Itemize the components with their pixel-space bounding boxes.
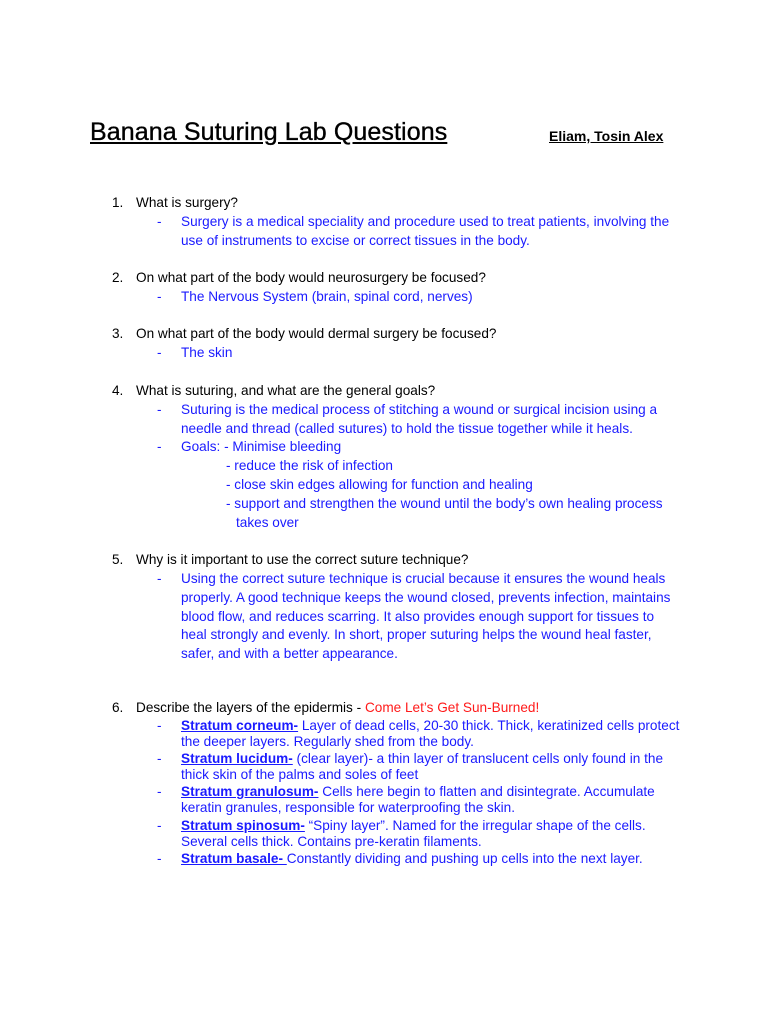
- question-1: [112, 194, 238, 213]
- question-text: What is suturing, and what are the general goals?: [136, 383, 436, 398]
- answer-text: Surgery is a medical speciality and procedure used to treat patients, involving the use of instruments to excise or correct tissues in the body.: [181, 214, 670, 248]
- answer-1: [157, 213, 682, 251]
- bullet-dash: -: [157, 345, 162, 360]
- layer-description: Cells here begin to flatten and disintegrate. Accumulate keratin granules, responsible for waterproofing the skin.: [181, 784, 655, 816]
- mnemonic-text: Come Let’s Get Sun-Burned!: [364, 700, 540, 715]
- question-3: [112, 325, 496, 344]
- question-number: 5.: [112, 552, 124, 567]
- bullet-dash: -: [157, 289, 162, 304]
- layer-term: Stratum corneum-: [181, 718, 299, 733]
- bullet-dash: -: [157, 214, 162, 229]
- bullet-dash: -: [157, 784, 162, 799]
- goal-item: - support and strengthen the wound until the body’s own healing process: [226, 496, 663, 511]
- question-number: 6.: [112, 700, 124, 715]
- answer-text: Suturing is the medical process of stitching a wound or surgical incision using a needle and thread (called sutures) to hold the tissue together while it heals.: [181, 402, 658, 436]
- bullet-dash: -: [157, 571, 162, 586]
- question-number: 1.: [112, 195, 124, 210]
- goal-item: - close skin edges allowing for function and healing: [226, 477, 533, 492]
- bullet-dash: -: [157, 751, 162, 766]
- question-6: [112, 699, 539, 718]
- layer-basale: [157, 851, 682, 867]
- goal-item-continuation: takes over: [236, 515, 299, 530]
- bullet-dash: -: [157, 851, 162, 866]
- layer-lucidum: [157, 751, 682, 783]
- layer-term: Stratum spinosum-: [181, 818, 305, 833]
- answer-text: The skin: [181, 345, 233, 360]
- question-5: [112, 551, 468, 570]
- layer-description: Layer of dead cells, 20-30 thick. Thick, keratinized cells protect the deeper layers. Regularly shed from the body.: [181, 718, 680, 750]
- answer-3: [157, 344, 682, 363]
- layer-term: Stratum lucidum-: [181, 751, 293, 766]
- answer-4b: [157, 438, 682, 457]
- author-name: Eliam, Tosin Alex: [549, 128, 664, 144]
- answer-4a: [157, 401, 682, 439]
- question-text: On what part of the body would dermal surgery be focused?: [136, 326, 497, 341]
- question-4: [112, 382, 435, 401]
- question-2: [112, 269, 486, 288]
- answer-text: The Nervous System (brain, spinal cord, nerves): [181, 289, 473, 304]
- question-text: On what part of the body would neurosurgery be focused?: [136, 270, 486, 285]
- bullet-dash: -: [157, 718, 162, 733]
- goals-heading: Goals: - Minimise bleeding: [181, 439, 342, 454]
- layer-description: Constantly dividing and pushing up cells into the next layer.: [286, 851, 643, 866]
- document-title: Banana Suturing Lab Questions: [90, 118, 448, 146]
- layer-term: Stratum granulosum-: [181, 784, 319, 799]
- layer-spinosum: [157, 818, 682, 850]
- layer-corneum: [157, 718, 682, 750]
- answer-5: [157, 570, 672, 664]
- layer-description: “Spiny layer”. Named for the irregular shape of the cells. Several cells thick. Contains pre-keratin filaments.: [181, 818, 646, 850]
- answer-text: Using the correct suture technique is crucial because it ensures the wound heals properly. A good technique keeps the wound closed, prevents infection, maintains blood flow, and reduces scarring. It also provides enough support for tissues to heal strongly and evenly. In short, proper suturing helps the wound heal faster, safer, and with a better appearance.: [181, 571, 671, 662]
- bullet-dash: -: [157, 818, 162, 833]
- goal-item: - reduce the risk of infection: [226, 458, 393, 473]
- bullet-dash: -: [157, 402, 162, 417]
- question-text: Why is it important to use the correct suture technique?: [136, 552, 469, 567]
- layer-granulosum: [157, 784, 682, 816]
- answer-2: [157, 288, 682, 307]
- layer-description: (clear layer)- a thin layer of translucent cells only found in the thick skin of the palms and soles of feet: [181, 751, 664, 783]
- bullet-dash: -: [157, 439, 162, 454]
- layer-term: Stratum basale-: [181, 851, 287, 866]
- question-text: What is surgery?: [136, 195, 238, 210]
- question-number: 3.: [112, 326, 124, 341]
- question-number: 4.: [112, 383, 124, 398]
- question-text: Describe the layers of the epidermis -: [136, 700, 365, 715]
- question-number: 2.: [112, 270, 124, 285]
